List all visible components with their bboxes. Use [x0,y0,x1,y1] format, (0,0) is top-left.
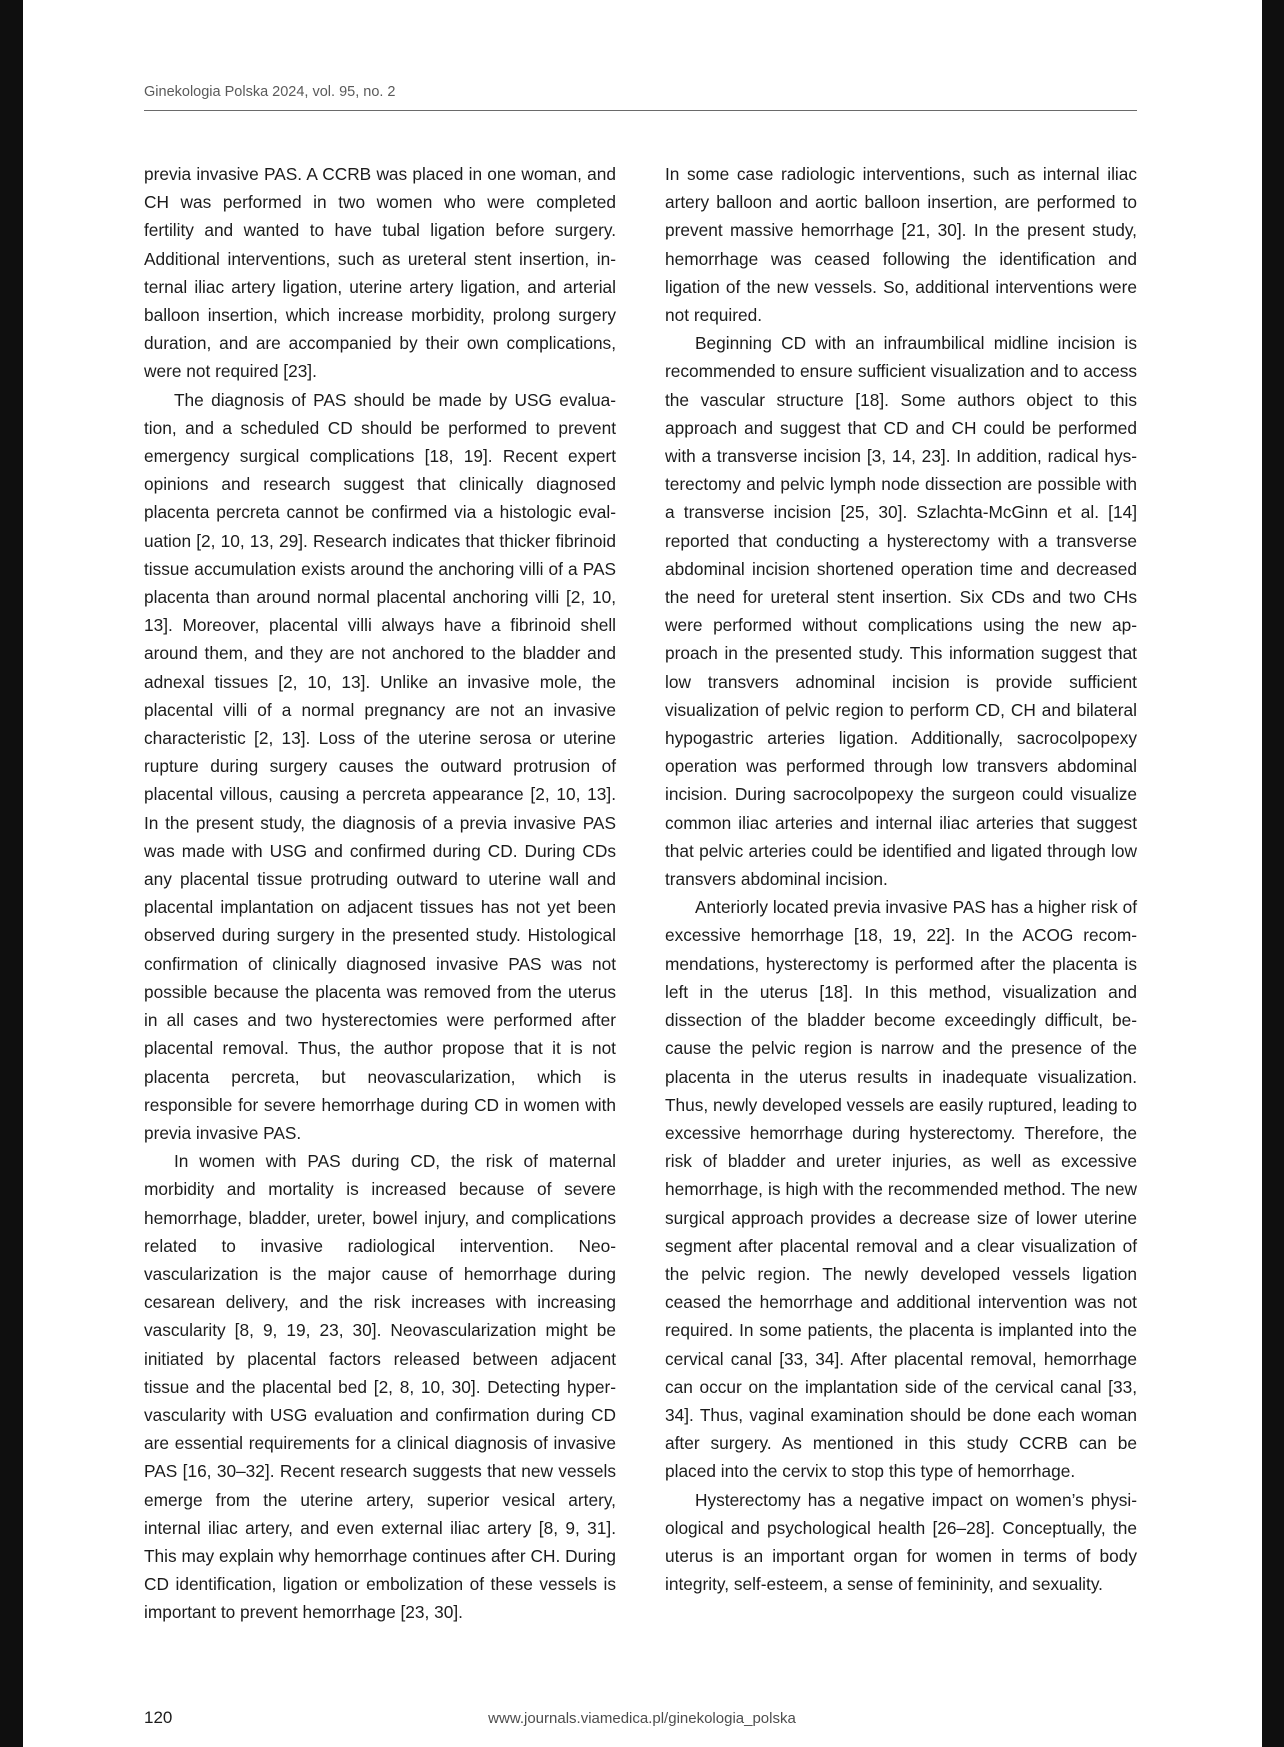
paragraph-right-2: Beginning CD with an infraumbilical midline incision is recommended to ensure sufficient visualization and to access the vascular structure [18]. Some authors object to this approach and suggest that CD and CH could be performed with a transverse incision [3, 14, 23]. In addition, radical hysterectomy and pelvic lymph node dissection are possible with a transverse incision [25, 30]. Szlachta-McGinn et al. [14] reported that conducting a hysterectomy with a transverse abdominal incision shortened operation time and decreased the need for ureteral stent insertion. Six CDs and two CHs were performed without complications using the new approach in the presented study. This information suggest that low transvers adnominal incision is provide sufficient visualization of pelvic region to perform CD, CH and bilateral hypogastric arteries ligation. Additionally, sacrocolpopexy operation was performed through low transvers abdominal incision. During sacrocolpopexy the surgeon could visualize common iliac arteries and internal iliac arteries that suggest that pelvic arteries could be identified and ligated through low transvers abdominal incision. [665,333,1137,890]
left-column [144,160,616,1627]
paragraph-right-4: Hysterectomy has a negative impact on women’s physiological and psychological health [26–28]. Conceptually, the uterus is an important organ for women in terms of body integrity, self-esteem, a sense of femininity, and sexuality. [665,1489,1137,1595]
running-header: Ginekologia Polska 2024, vol. 95, no. 2 [144,84,396,100]
header-divider [144,110,1137,111]
paragraph-left-3: In women with PAS during CD, the risk of maternal morbidity and mortality is increased because of severe hemorrhage, bladder, ureter, bowel injury, and complications related to invasive radiological intervention. Neovascularization is the major cause of hemorrhage during cesarean delivery, and the risk increases with increasing vascularity [8, 9, 19, 23, 30]. Neovascularization might be initiated by placental factors released between adjacent tissue and the placental bed [2, 8, 10, 30]. Detecting hypervascularity with USG evaluation and confirmation during CD are essential requirements for a clinical diagnosis of invasive PAS [16, 30–32]. Recent research suggests that new vessels emerge from the uterine artery, superior vesical artery, internal iliac artery, and even external iliac artery [8, 9, 31]. This may explain why hemorrhage continues after CH. During CD identification, ligation or embolization of these vessels is important to prevent hemorrhage [23, 30]. [144,1151,616,1623]
right-column [665,160,1137,1598]
page-number: 120 [144,1708,173,1727]
journal-url: www.journals.viamedica.pl/ginekologia_polska [488,1710,796,1727]
paragraph-left-2: The diagnosis of PAS should be made by USG evaluation, and a scheduled CD should be performed to prevent emergency surgical complications [18, 19]. Recent expert opinions and research suggest that clinically diagnosed placenta percreta cannot be confirmed via a histologic evaluation [2, 10, 13, 29]. Research indicates that thicker fibrinoid tissue accumulation exists around the anchoring villi of a PAS placenta than around normal placental anchoring villi [2, 10, 13]. Moreover, placental villi always have a fibrinoid shell around them, and they are not anchored to the bladder and adnexal tissues [2, 10, 13]. Unlike an invasive mole, the placental villi of a normal pregnancy are not an invasive characteristic [2, 13]. Loss of the uterine serosa or uterine rupture during surgery causes the outward protrusion of placental villous, causing a percreta appearance [2, 10, 13]. In the present study, the diagnosis of a previa invasive PAS was made with USG and confirmed during CD. During CDs any placental tissue protruding outward to uterine wall and placental implantation on adjacent tissues has not yet been observed during surgery in the presented study. Histological confirmation of clinically diagnosed invasive PAS was not possible because the placenta was removed from the uterus in all cases and two hysterectomies were performed after placental removal. Thus, the author propose that it is not placenta percreta, but neovascularization, which is responsible for severe hemorrhage during CD in women with previa invasive PAS. [144,389,616,1143]
scan-border-right [1262,0,1284,1747]
paragraph-right-3: Anteriorly located previa invasive PAS has a higher risk of excessive hemorrhage [18, 19, 22]. In the ACOG recommendations, hysterectomy is performed after the placenta is left in the uterus [18]. In this method, visualization and dissection of the bladder become exceedingly difficult, because the pelvic region is narrow and the presence of the placenta in the uterus results in inadequate visualization. Thus, newly developed vessels are easily ruptured, leading to excessive hemorrhage during hysterectomy. Therefore, the risk of bladder and ureter injuries, as well as excessive hemorrhage, is high with the recommended method. The new surgical approach provides a decrease size of lower uterine segment after placental removal and a clear visualization of the pelvic region. The newly developed vessels ligation ceased the hemorrhage and additional intervention was not required. In some patients, the placenta is implanted into the cervical canal [33, 34]. After placental removal, hemorrhage can occur on the implantation side of the cervical canal [33, 34]. Thus, vaginal examination should be done each woman after surgery. As mentioned in this study CCRB can be placed into the cervix to stop this type of hemorrhage. [665,897,1137,1482]
paragraph-right-1: In some case radiologic interventions, such as internal iliac artery balloon and aortic balloon insertion, are performed to prevent massive hemorrhage [21, 30]. In the present study, hemorrhage was ceased following the identification and ligation of the new vessels. So, additional interventions were not required. [665,164,1137,326]
paragraph-left-1: previa invasive PAS. A CCRB was placed in one woman, and CH was performed in two women who were completed fertility and wanted to have tubal ligation before surgery. Additional interventions, such as ureteral stent insertion, internal iliac artery ligation, uterine artery ligation, and arterial balloon insertion, which increase morbidity, prolong surgery duration, and are accompanied by their own complications, were not required [23]. [144,164,616,382]
scan-border-left [0,0,23,1747]
